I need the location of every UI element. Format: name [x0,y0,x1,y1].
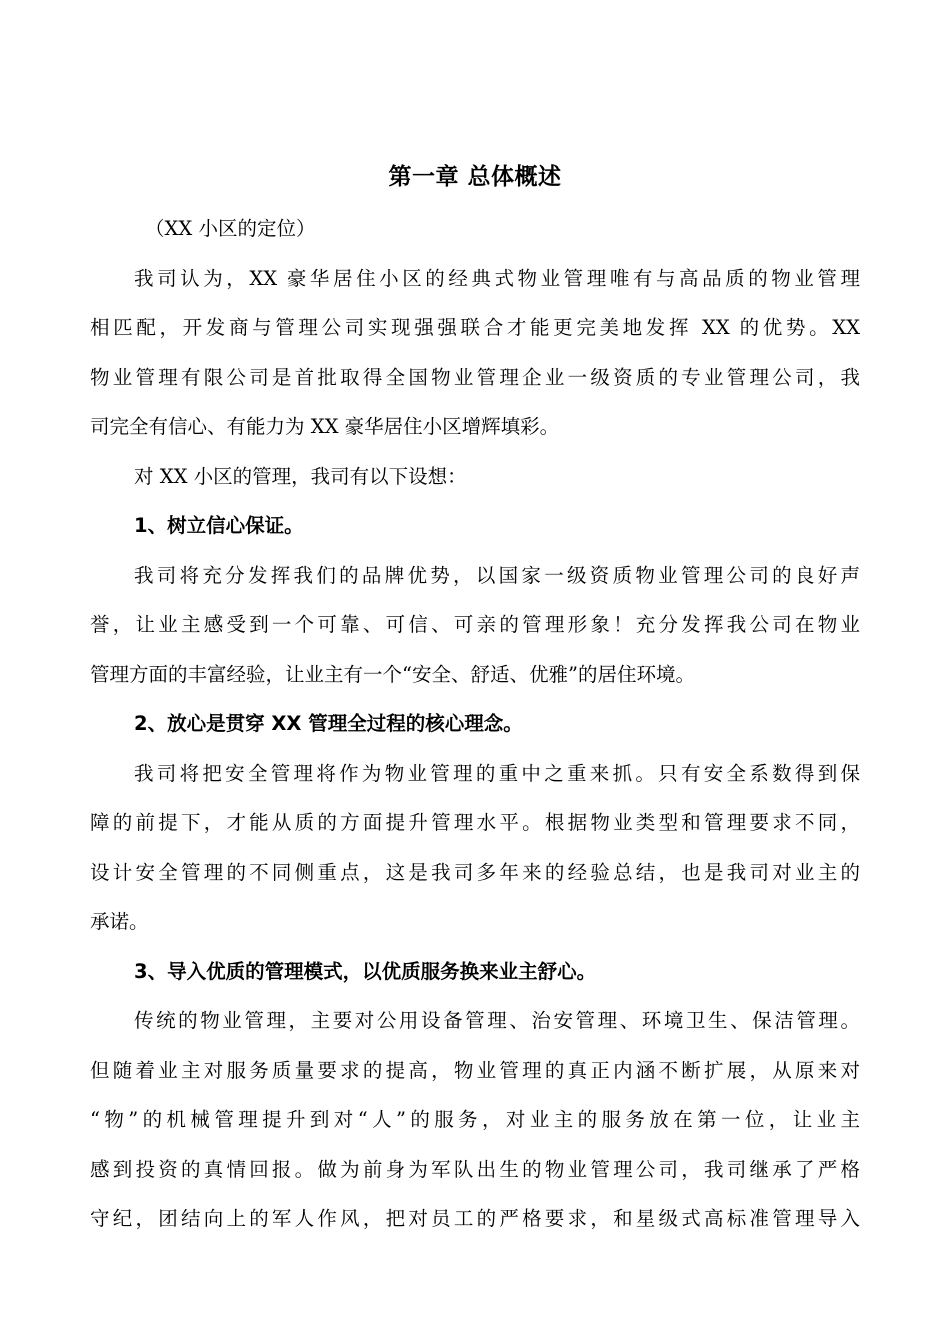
section-heading-3: 3、导入优质的管理模式，以优质服务换来业主舒心。 [134,959,597,983]
paragraph-line: 我司将充分发挥我们的品牌优势，以国家一级资质物业管理公司的良好声 [134,563,860,587]
paragraph-line: 传统的物业管理，主要对公用设备管理、治安管理、环境卫生、保洁管理。 [134,1009,860,1032]
paragraph-line: 我司将把安全管理将作为物业管理的重中之重来抓。只有安全系数得到保 [134,761,860,785]
paragraph-line: 誉，让业主感受到一个可靠、可信、可亲的管理形象！充分发挥我公司在物业 [90,613,860,636]
paragraph-line: 物业管理有限公司是首批取得全国物业管理企业一级资质的专业管理公司，我 [90,365,860,389]
section-heading-2: 2、放心是贯穿 XX 管理全过程的核心理念。 [134,712,523,735]
paragraph-line: 司完全有信心、有能力为 XX 豪华居住小区增辉填彩。 [90,415,560,438]
chapter-title: 第一章 总体概述 [388,163,562,190]
paragraph-line: 感到投资的真情回报。做为前身为军队出生的物业管理公司，我司继承了严格 [90,1157,860,1181]
paragraph-line: 设计安全管理的不同侧重点，这是我司多年来的经验总结，也是我司对业主的 [90,860,860,884]
paragraph-line: 对 XX 小区的管理，我司有以下设想： [134,464,467,488]
subtitle: （XX 小区的定位） [145,217,316,240]
paragraph-line: 承诺。 [90,910,149,933]
paragraph-line: 管理方面的丰富经验，让业主有一个“安全、舒适、优雅”的居住环境。 [90,662,695,686]
paragraph-line: 障的前提下，才能从质的方面提升管理水平。根据物业类型和管理要求不同， [90,811,860,834]
paragraph-line: 但随着业主对服务质量要求的提高，物业管理的真正内涵不断扩展，从原来对 [90,1058,860,1082]
section-heading-1: 1、树立信心保证。 [134,514,304,537]
document-page [90,150,860,1244]
paragraph-line: 我司认为，XX 豪华居住小区的经典式物业管理唯有与高品质的物业管理 [134,266,860,290]
paragraph-line: 守纪，团结向上的军人作风，把对员工的严格要求，和星级式高标准管理导入 [90,1207,860,1230]
paragraph-line: “物”的机械管理提升到对“人”的服务，对业主的服务放在第一位，让业主 [90,1108,860,1131]
paragraph-line: 相匹配，开发商与管理公司实现强强联合才能更完美地发挥 XX 的优势。XX [90,316,860,339]
